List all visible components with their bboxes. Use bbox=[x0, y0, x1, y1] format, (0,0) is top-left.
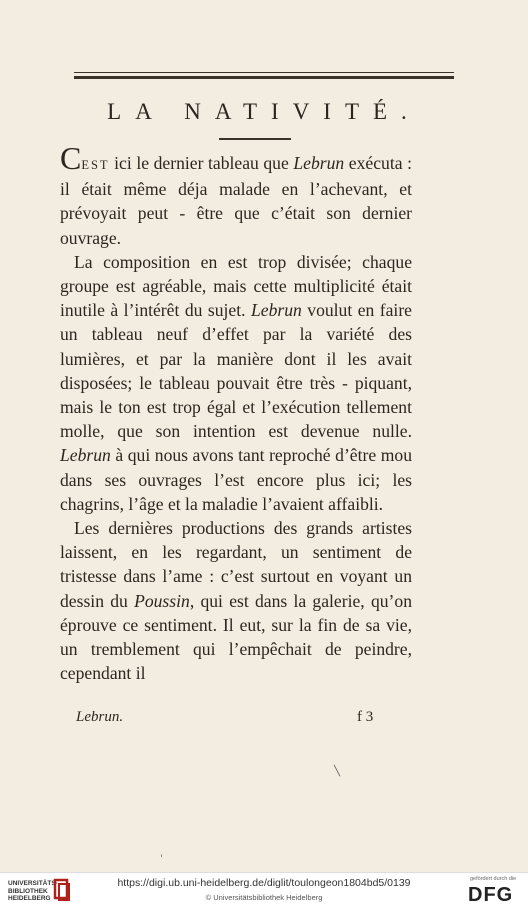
paragraph-2: La composition en est trop divisée; chaque groupe est agréable, mais cette multiplicité était inutile à l’intérêt du sujet. Lebrun voulut en faire un tableau neuf d’effet par la variété des lumières, et par la manière dont il les avait disposées; le tableau pouvait être très - piquant, mais le ton est trop égal et l’exécution tellement molle, que son intention est devenue nulle. Lebrun à qui nous avons tant reproché d’être mou dans ses ouvrages l’est encore plus ici; les chagrins, l’âge et la maladie l’avaient affaibli. bbox=[60, 251, 412, 514]
small-caps: EST bbox=[81, 158, 110, 172]
chapter-title: LA NATIVITÉ. bbox=[107, 99, 421, 124]
name-lebrun: Lebrun bbox=[293, 153, 345, 173]
ink-mark: ˈ bbox=[160, 854, 163, 865]
name-lebrun: Lebrun bbox=[250, 300, 302, 321]
top-rule-thick bbox=[74, 76, 454, 79]
name-lebrun: Lebrun bbox=[60, 445, 111, 466]
dfg-logo: DFG bbox=[468, 884, 514, 906]
top-rule-thin bbox=[74, 72, 454, 73]
catchword: Lebrun. bbox=[76, 709, 124, 725]
permalink-url[interactable]: https://digi.ub.uni-heidelberg.de/diglit/toulongeon1804bd5/0139 bbox=[117, 877, 411, 889]
ink-mark: ╲ bbox=[334, 766, 341, 777]
paragraph-3: Les dernières productions des grands artistes laissent, en les regardant, un sentiment de tristesse dans l’ame : c’est surtout en voyant un dessin du Poussin, qui est dans la galerie, qu’on éprouve ce sentiment. Il eut, sur la fin de sa vie, un tremblement qui l’empêchait de peindre, cependant il bbox=[60, 518, 412, 684]
institution-name: UNIVERSITÄTS- BIBLIOTHEK HEIDELBERG bbox=[8, 880, 58, 902]
title-underline bbox=[219, 138, 291, 140]
drop-letter: C bbox=[60, 140, 82, 176]
paragraph-1: CEST ici le dernier tableau que Lebrun exécuta : il était même déja malade en l’achevant, et prévoyait peut - être que c’était son dernier ouvrage. bbox=[60, 140, 412, 248]
funded-by-label: gefördert durch die bbox=[470, 876, 517, 882]
copyright-text: © Universitätsbibliothek Heidelberg bbox=[205, 893, 323, 902]
name-poussin: Poussin bbox=[134, 590, 190, 611]
signature-mark: f 3 bbox=[357, 709, 374, 725]
body-text bbox=[60, 140, 412, 685]
